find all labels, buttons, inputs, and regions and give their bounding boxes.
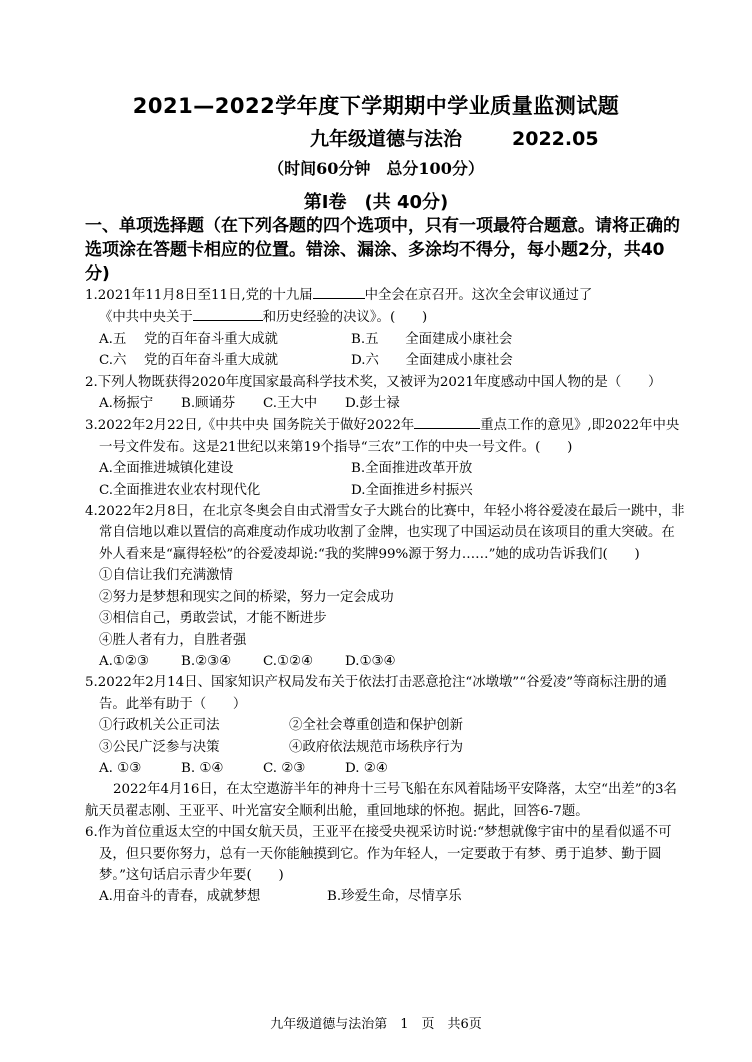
option-a: A.①②③ — [99, 653, 149, 669]
option-d: D.六 全面建成小康社会 — [351, 353, 513, 369]
stem-text: 《中共中央关于 — [99, 310, 193, 326]
option-a: A.杨振宁 — [99, 396, 154, 412]
question-body — [85, 284, 687, 908]
section-instructions: 一、单项选择题（在下列各题的四个选项中，只有一项最符合题意。请将正确的选项涂在答题卡相应的位置。错涂、漏涂、多涂均不得分，每小题2分，共40分) — [85, 216, 680, 284]
question-1 — [85, 284, 687, 372]
option-b: B.全面推进改革开放 — [351, 461, 473, 477]
statements-row — [85, 737, 687, 758]
option-b: B.珍爱生命，尽情享乐 — [327, 889, 462, 905]
statement-4: ④胜人者有力，自胜者强 — [99, 632, 247, 648]
option-b: B.五 全面建成小康社会 — [351, 331, 513, 347]
volume-heading: 第Ⅰ卷 (共 40分) — [303, 192, 449, 213]
option-d: D.①③④ — [345, 653, 396, 669]
option-b: B.②③④ — [181, 653, 232, 669]
answer-blank — [414, 414, 480, 429]
options-row — [85, 393, 687, 414]
time-and-score: （时间60分钟 总分100分） — [268, 159, 484, 178]
statement-4: ④政府依法规范市场秩序行为 — [289, 739, 464, 755]
statement-2: ②努力是梦想和现实之间的桥梁，努力一定会成功 — [99, 589, 394, 605]
stem-text: 和历史经验的决议》。( ) — [262, 310, 428, 326]
material-passage: 2022年4月16日，在太空遨游半年的神舟十三号飞船在东风着陆场平安降落，太空“出差”的3名航天员翟志刚、王亚平、叶光富安全顺利出舱，重回地球的怀抱。据此，回答6-7题。 — [85, 782, 677, 819]
question-3 — [85, 414, 687, 501]
option-b: B.顾诵芬 — [181, 396, 236, 412]
question-stem — [85, 284, 687, 329]
statement-1: ①自信让我们充满激情 — [99, 568, 233, 584]
question-4 — [85, 501, 687, 672]
question-stem: 4.2022年2月8日，在北京冬奥会自由式滑雪女子大跳台的比赛中，年轻小将谷爱凌在最后一跳中，非常自信地以难以置信的高难度动作成功收割了金牌，也实现了中国运动员在该项目的重大突破。在外人看来是“赢得轻松”的谷爱凌却说:“我的奖牌99%源于努力……”她的成功告诉我们( ) — [85, 504, 685, 562]
option-c: C.王大中 — [263, 396, 318, 412]
statement-3: ③相信自己，勇敢尝试，才能不断进步 — [99, 611, 327, 627]
options-row — [85, 458, 687, 479]
stem-text: 1.2021年11月8日至11日,党的十九届 — [85, 288, 313, 303]
option-a: A.五 党的百年奋斗重大成就 — [99, 331, 278, 347]
subject-name: 九年级道德与法治 — [310, 128, 463, 150]
statement-3: ③公民广泛参与决策 — [99, 739, 220, 755]
statement-1: ①行政机关公正司法 — [99, 718, 220, 734]
question-5 — [85, 672, 687, 779]
question-6 — [85, 822, 687, 908]
options-row — [85, 651, 687, 672]
stem-text: 3.2022年2月22日,《中共中央 国务院关于做好2022年 — [85, 418, 415, 434]
question-stem: 2.下列人物既获得2020年度国家最高科学技术奖，又被评为2021年度感动中国人物的是（ ） — [85, 374, 662, 390]
option-a: A.用奋斗的青春，成就梦想 — [99, 889, 261, 905]
option-c: C.①②④ — [263, 653, 314, 669]
stem-text: 重点工作的意见》,即2022年中央一号文件发布。这是21世纪以来第19个指导“三农”工作的中央一号文件。( ) — [99, 418, 680, 455]
option-a: A.全面推进城镇化建设 — [99, 461, 234, 477]
options-row — [85, 886, 687, 907]
question-stem — [85, 414, 687, 458]
page-footer: 九年级道德与法治第 1 页 共6页 — [270, 1017, 482, 1032]
stem-text: 中全会在京召开。这次全会审议通过了 — [364, 288, 593, 303]
answer-blank — [193, 306, 263, 321]
exam-title: 2021—2022学年度下学期期中学业质量监测试题 — [132, 94, 620, 118]
options-row — [85, 758, 687, 779]
question-2 — [85, 372, 687, 415]
option-d: D. ②④ — [345, 760, 388, 776]
statement-2: ②全社会尊重创造和保护创新 — [289, 718, 464, 734]
question-stem: 5.2022年2月14日、国家知识产权局发布关于依法打击恶意抢注“冰墩墩”“谷爱凌”等商标注册的通告。此举有助于（ ） — [85, 675, 667, 712]
exam-date: 2022.05 — [512, 128, 599, 150]
option-b: B. ①④ — [181, 760, 224, 776]
options-row — [85, 480, 687, 501]
option-d: D.全面推进乡村振兴 — [351, 482, 473, 498]
option-c: C.全面推进农业农村现代化 — [99, 482, 261, 498]
question-stem: 6.作为首位重返太空的中国女航天员，王亚平在接受央视采访时说:“梦想就像宇宙中的星看似遥不可及，但只要你努力，总有一天你能触摸到它。作为年轻人，一定要敢于有梦、勇于追梦、勤于圆梦。”这句话启示青少年要( ) — [85, 825, 672, 883]
option-a: A. ①③ — [99, 760, 142, 776]
option-c: C. ②③ — [263, 760, 306, 776]
statements-row — [85, 715, 687, 736]
option-c: C.六 党的百年奋斗重大成就 — [99, 353, 278, 369]
option-d: D.彭士禄 — [345, 396, 400, 412]
subject-line — [310, 124, 599, 151]
answer-blank — [313, 284, 365, 299]
options-row — [85, 350, 687, 371]
options-row — [85, 329, 687, 350]
